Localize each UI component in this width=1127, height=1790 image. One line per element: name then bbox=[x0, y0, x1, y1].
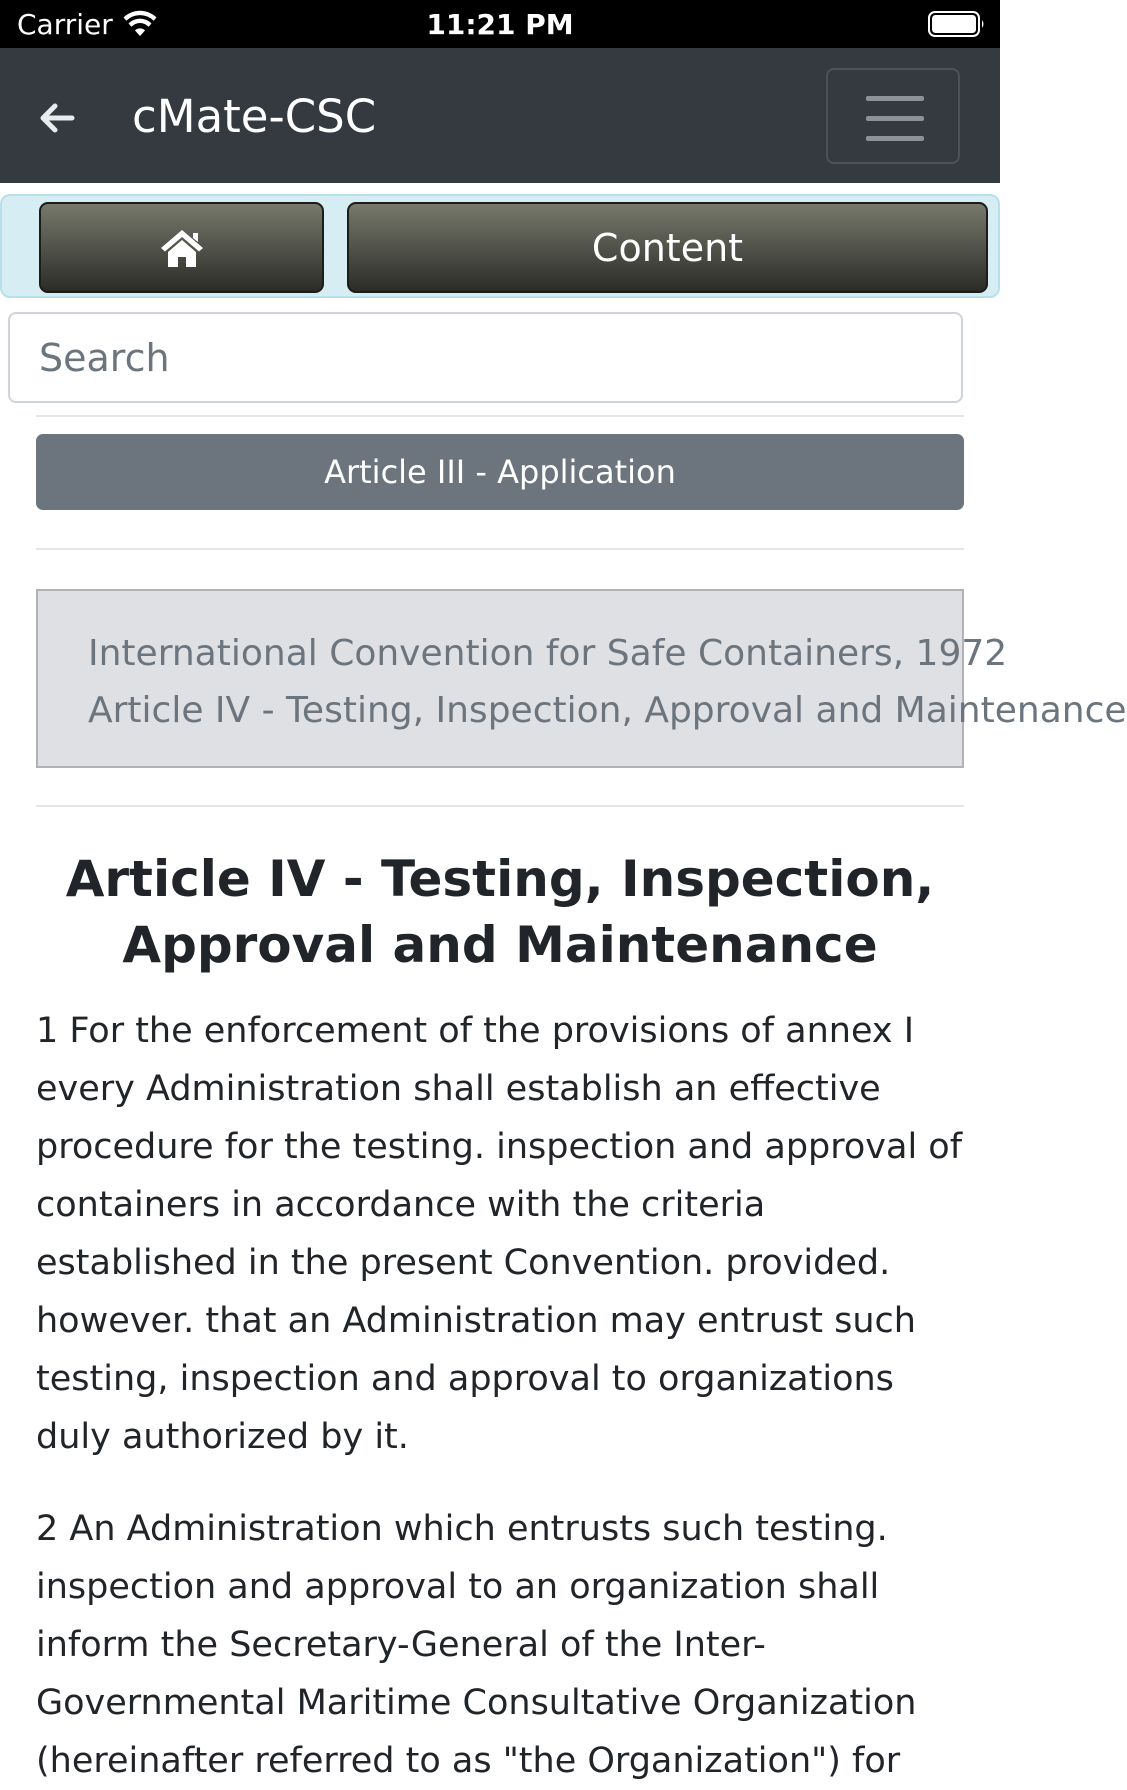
search-input[interactable] bbox=[8, 312, 963, 403]
divider bbox=[36, 548, 964, 550]
article-title: Article IV - Testing, Inspection, Approval and Maintenance bbox=[65, 850, 935, 974]
menu-bar-icon bbox=[866, 116, 924, 121]
divider bbox=[36, 805, 964, 807]
status-bar bbox=[0, 0, 1000, 48]
menu-toggle-button[interactable] bbox=[826, 68, 960, 164]
previous-article-button[interactable]: Article III - Application bbox=[36, 434, 964, 510]
home-icon bbox=[159, 227, 205, 269]
article-paragraph: 2 An Administration which entrusts such testing. inspection and approval to an organization shall inform the Secretary-General of the Inter-Governmental Maritime Consultative Organization (hereinafter referred to as "the Organization") for bbox=[36, 1509, 917, 1781]
divider bbox=[36, 415, 964, 417]
content-button[interactable]: Content bbox=[347, 202, 988, 293]
menu-bar-icon bbox=[866, 136, 924, 141]
status-time: 11:21 PM bbox=[426, 8, 574, 41]
app-title: cMate-CSC bbox=[132, 90, 377, 143]
navbar bbox=[0, 48, 1000, 183]
breadcrumb-convention[interactable]: International Convention for Safe Containers, 1972 bbox=[88, 633, 1008, 674]
battery-icon bbox=[928, 11, 986, 37]
back-arrow-icon[interactable] bbox=[36, 98, 76, 138]
menu-bar-icon bbox=[866, 96, 924, 101]
carrier-label: Carrier bbox=[17, 8, 113, 41]
home-button[interactable] bbox=[39, 202, 324, 293]
article-body bbox=[36, 1002, 971, 1790]
article-paragraph: 1 For the enforcement of the provisions of annex I every Administration shall establish an effective procedure for the testing. inspection and approval of containers in accordance with the criteria established in the present Convention. provided. however. that an Administration may entrust such testing, inspection and approval to organizations duly authorized by it. bbox=[36, 1011, 963, 1457]
breadcrumb bbox=[36, 589, 1127, 768]
toolbar bbox=[0, 194, 1000, 298]
breadcrumb-article[interactable]: Article IV - Testing, Inspection, Approval and Maintenance bbox=[88, 690, 1127, 731]
